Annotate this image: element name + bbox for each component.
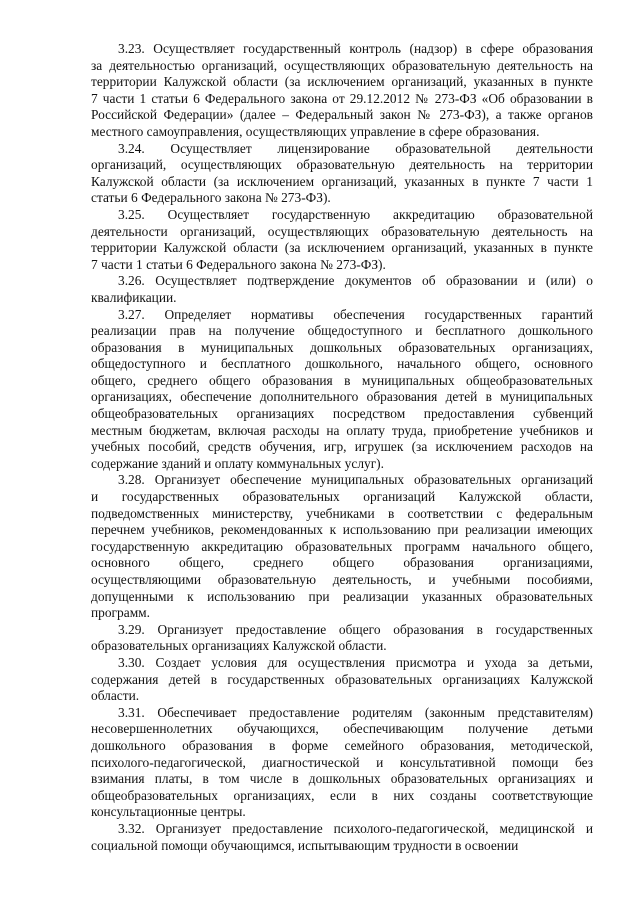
- paragraph-text: Осуществляет государственную аккредитацию образовательной: [167, 206, 593, 222]
- text-line: [91, 605, 593, 622]
- paragraph-number: 3.31.: [118, 704, 145, 720]
- paragraph-3-24: [91, 141, 593, 207]
- text-line: [91, 91, 593, 108]
- paragraph-text: общего, среднего общего образования в муниципальных общеобразовательных: [91, 372, 593, 388]
- paragraph-text: Калужской области (за исключением организаций, указанных в пункте 7 части 1: [91, 173, 593, 189]
- paragraph-text: квалификации.: [91, 289, 177, 305]
- paragraph-text: местного самоуправления, осуществляющих управление в сфере образования.: [91, 123, 540, 139]
- paragraph-text: Организует обеспечение муниципальных образовательных организаций: [154, 472, 593, 488]
- text-line: [91, 738, 593, 755]
- paragraph-text: взимания платы, в том числе в дошкольных образовательных организациях и: [91, 771, 593, 787]
- paragraph-text: несовершеннолетних обучающихся, обеспечивающим получение детьми: [91, 721, 593, 737]
- paragraph-text: программ.: [91, 605, 150, 621]
- document-page: [91, 41, 593, 854]
- paragraph-number: 3.28.: [118, 472, 145, 488]
- text-line: [91, 539, 593, 556]
- paragraph-text: Создает условия для осуществления присмотра и ухода за детьми,: [155, 654, 593, 670]
- paragraph-text: организаций, осуществляющих образовательную деятельность на территории: [91, 157, 593, 173]
- paragraph-text: основного общего, среднего общего образования организациями,: [91, 555, 593, 571]
- paragraph-text: общедоступного и бесплатного дошкольного, начального общего, основного: [91, 356, 593, 372]
- paragraph-number: 3.29.: [118, 621, 145, 637]
- text-line: [91, 423, 593, 440]
- text-line: [91, 124, 593, 141]
- paragraph-text: Определяет нормативы обеспечения государственных гарантий: [164, 306, 593, 322]
- paragraph-text: дошкольного образования в форме семейного образования, методической,: [91, 737, 593, 753]
- text-line: [91, 506, 593, 523]
- text-line: [91, 389, 593, 406]
- paragraph-text: общеобразовательных организациях посредством предоставления субвенций: [91, 406, 593, 422]
- text-line: [91, 804, 593, 821]
- paragraph-text: за деятельностью организаций, осуществляющих образовательную деятельность на: [91, 57, 593, 73]
- paragraph-text: 7 части 1 статьи 6 Федерального закона от 29.12.2012 № 273-ФЗ «Об образовании в: [91, 90, 593, 106]
- paragraph-text: образования в муниципальных дошкольных образовательных организациях,: [91, 339, 593, 355]
- text-line: [91, 41, 593, 58]
- paragraph-text: Российской Федерации» (далее – Федеральный закон № 273-ФЗ), а также органов: [91, 107, 593, 123]
- text-line: [91, 572, 593, 589]
- paragraph-3-29: [91, 622, 593, 655]
- paragraph-text: 7 части 1 статьи 6 Федерального закона № 273-ФЗ).: [91, 256, 386, 272]
- text-line: [91, 771, 593, 788]
- text-line: [91, 555, 593, 572]
- paragraph-number: 3.26.: [118, 273, 145, 289]
- text-line: [91, 522, 593, 539]
- text-line: [91, 838, 593, 855]
- text-line: [91, 489, 593, 506]
- paragraph-text: социальной помощи обучающимся, испытывающим трудности в освоении: [91, 837, 519, 853]
- paragraph-text: реализации прав на получение общедоступного и бесплатного дошкольного: [91, 323, 593, 339]
- paragraph-text: деятельности организаций, осуществляющих образовательную деятельность на: [91, 223, 593, 239]
- text-line: [91, 456, 593, 473]
- paragraph-3-28: [91, 472, 593, 621]
- paragraph-text: Организует предоставление психолого-педагогической, медицинской и: [155, 820, 593, 836]
- paragraph-text: содержания детей в государственных образовательных организациях Калужской: [91, 671, 593, 687]
- paragraph-text: Осуществляет подтверждение документов об образовании и (или) о: [155, 273, 593, 289]
- text-line: [91, 356, 593, 373]
- text-line: [91, 406, 593, 423]
- text-line: [91, 74, 593, 91]
- text-line: [91, 788, 593, 805]
- text-line: [91, 439, 593, 456]
- text-line: [91, 240, 593, 257]
- paragraph-text: образовательных организациях Калужской области.: [91, 638, 387, 654]
- paragraph-text: консультационные центры.: [91, 804, 246, 820]
- text-line: [91, 472, 593, 489]
- paragraph-text: общеобразовательных организациях, если в них созданы соответствующие: [91, 787, 593, 803]
- paragraph-number: 3.25.: [118, 206, 145, 222]
- paragraph-3-30: [91, 655, 593, 705]
- paragraph-text: области.: [91, 688, 140, 704]
- paragraph-number: 3.32.: [118, 820, 145, 836]
- paragraph-text: организациях, обеспечение дополнительного образования детей в муниципальных: [91, 389, 593, 405]
- text-line: [91, 589, 593, 606]
- paragraph-text: осуществляющими образовательную деятельность, и учебными пособиями,: [91, 572, 593, 587]
- text-line: [91, 705, 593, 722]
- text-line: [91, 821, 593, 838]
- paragraph-text: Осуществляет лицензирование образовательной деятельности: [170, 140, 593, 156]
- text-line: [91, 224, 593, 241]
- paragraph-number: 3.24.: [118, 140, 145, 156]
- text-line: [91, 157, 593, 174]
- paragraph-text: государственную аккредитацию образовательных программ начального общего,: [91, 538, 593, 554]
- text-line: [91, 190, 593, 207]
- text-line: [91, 638, 593, 655]
- text-line: [91, 273, 593, 290]
- text-line: [91, 340, 593, 357]
- text-line: [91, 655, 593, 672]
- text-line: [91, 721, 593, 738]
- text-line: [91, 107, 593, 124]
- text-line: [91, 323, 593, 340]
- text-line: [91, 672, 593, 689]
- paragraph-3-31: [91, 705, 593, 821]
- text-line: [91, 141, 593, 158]
- paragraph-3-27: [91, 307, 593, 473]
- paragraph-3-26: [91, 273, 593, 306]
- paragraph-text: допущенными к использованию при реализации указанных образовательных: [91, 588, 593, 604]
- paragraph-text: территории Калужской области (за исключением организаций, указанных в пункте: [91, 240, 593, 256]
- text-line: [91, 373, 593, 390]
- text-line: [91, 755, 593, 772]
- paragraph-number: 3.27.: [118, 306, 145, 322]
- paragraph-text: психолого-педагогической, диагностической и консультативной помощи без: [91, 754, 593, 770]
- text-line: [91, 622, 593, 639]
- paragraph-text: содержание зданий и оплату коммунальных услуг).: [91, 455, 384, 471]
- paragraph-text: учебных пособий, средств обучения, игр, игрушек (за исключением расходов на: [91, 439, 593, 455]
- paragraph-3-23: [91, 41, 593, 141]
- text-line: [91, 58, 593, 75]
- paragraph-3-32: [91, 821, 593, 854]
- text-line: [91, 688, 593, 705]
- text-line: [91, 174, 593, 191]
- paragraph-number: 3.23.: [118, 41, 145, 56]
- text-line: [91, 257, 593, 274]
- paragraph-text: Организует предоставление общего образования в государственных: [157, 621, 593, 637]
- text-line: [91, 207, 593, 224]
- paragraph-text: и государственных образовательных организаций Калужской области,: [91, 489, 593, 505]
- paragraph-text: местным бюджетам, включая расходы на оплату труда, приобретение учебников и: [91, 422, 593, 438]
- paragraph-3-25: [91, 207, 593, 273]
- paragraph-text: подведомственных министерству, учебниками в соответствии с федеральным: [91, 505, 593, 521]
- paragraph-text: Осуществляет государственный контроль (надзор) в сфере образования: [153, 41, 593, 56]
- text-line: [91, 307, 593, 324]
- paragraph-text: перечнем учебников, рекомендованных к использованию при реализации имеющих: [91, 522, 593, 538]
- paragraph-number: 3.30.: [118, 654, 145, 670]
- paragraph-text: статьи 6 Федерального закона № 273-ФЗ).: [91, 190, 331, 206]
- paragraph-text: территории Калужской области (за исключением организаций, указанных в пункте: [91, 74, 593, 90]
- text-line: [91, 290, 593, 307]
- paragraph-text: Обеспечивает предоставление родителям (законным представителям): [157, 704, 593, 720]
